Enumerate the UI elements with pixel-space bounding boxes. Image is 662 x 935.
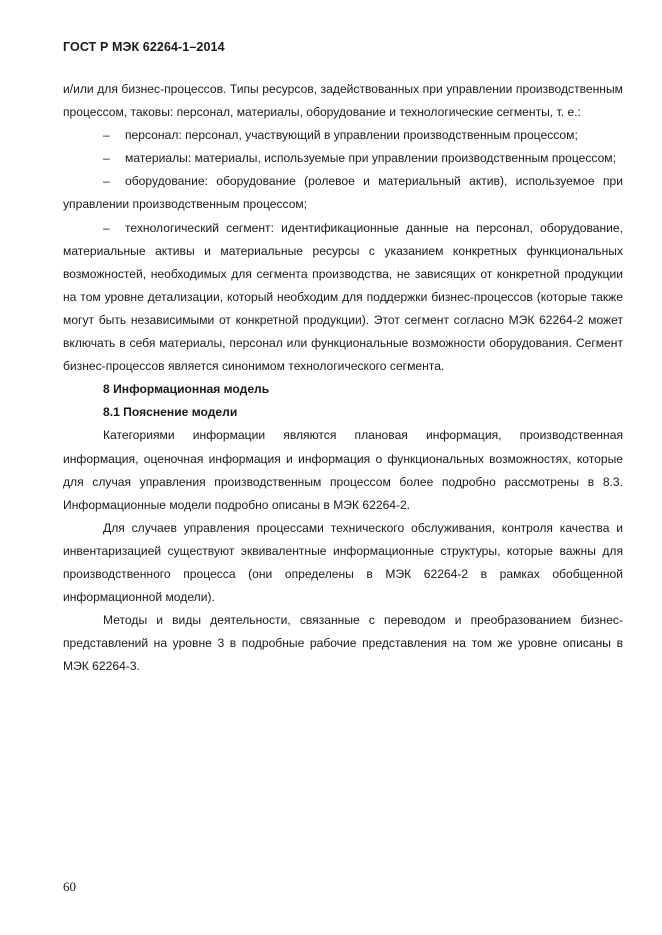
body-paragraph: Для случаев управления процессами технического обслуживания, контроля качества и инвентаризацией существуют эквивалентные информационные структуры, которые важны для производственного процесса (они определены в МЭК 62264-2 в рамках обобщенной информационной модели). [63, 520, 623, 605]
dash-marker: – [103, 128, 110, 143]
body-paragraph: Категориями информации являются плановая информация, производственная информация, оценочная информация и информация о функциональных возможностях, которые для случая управления производственным процессом более подробно рассмотрены в 8.3. Информационные модели подробно описаны в МЭК 62264-2. [63, 428, 623, 512]
page-number: 60 [63, 879, 76, 894]
body-paragraph: Методы и виды деятельности, связанные с переводом и преобразованием бизнес-представлений на уровне 3 в подробные рабочие представления на том же уровне описаны в МЭК 62264-3. [63, 613, 623, 674]
list-item-text: персонал: персонал, участвующий в управлении производственным процессом; [125, 128, 578, 143]
list-item [63, 170, 623, 216]
intro-paragraph: и/или для бизнес-процессов. Типы ресурсов, задействованных при управлении производственным процессом, таковы: персонал, материалы, оборудование и технологические сегменты, т. е.: [63, 82, 623, 120]
document-header: ГОСТ Р МЭК 62264-1–2014 [63, 40, 225, 54]
section-heading-8-1: 8.1 Пояснение модели [103, 405, 238, 420]
list-item-text: материалы: материалы, используемые при управлении производственным процессом; [125, 151, 616, 166]
dash-marker: – [103, 174, 110, 189]
list-item-text: технологический сегмент: идентификационные данные на персонал, оборудование, материальные активы и материальные ресурсы с указанием конкретных функциональных возможностей, необходимых для сегмента производства, не зависящих от конкретной продукции на том уровне детализации, который необходим для поддержки бизнес-процессов (которые также могут быть независимыми от конкретной продукции). Этот сегмент согласно МЭК 62264-2 может включать в себя материалы, персонал или функциональные возможности оборудования. Сегмент бизнес-процессов является синонимом технологического сегмента. [63, 220, 623, 374]
document-body [63, 78, 623, 678]
list-item [63, 147, 623, 170]
dash-marker: – [103, 151, 110, 166]
dash-marker: – [103, 220, 110, 235]
list-item-text: оборудование: оборудование (ролевое и материальный актив), используемое при управлении производственным процессом; [63, 174, 623, 212]
list-item [63, 217, 623, 379]
section-heading-8: 8 Информационная модель [103, 382, 270, 397]
list-item [63, 124, 623, 147]
